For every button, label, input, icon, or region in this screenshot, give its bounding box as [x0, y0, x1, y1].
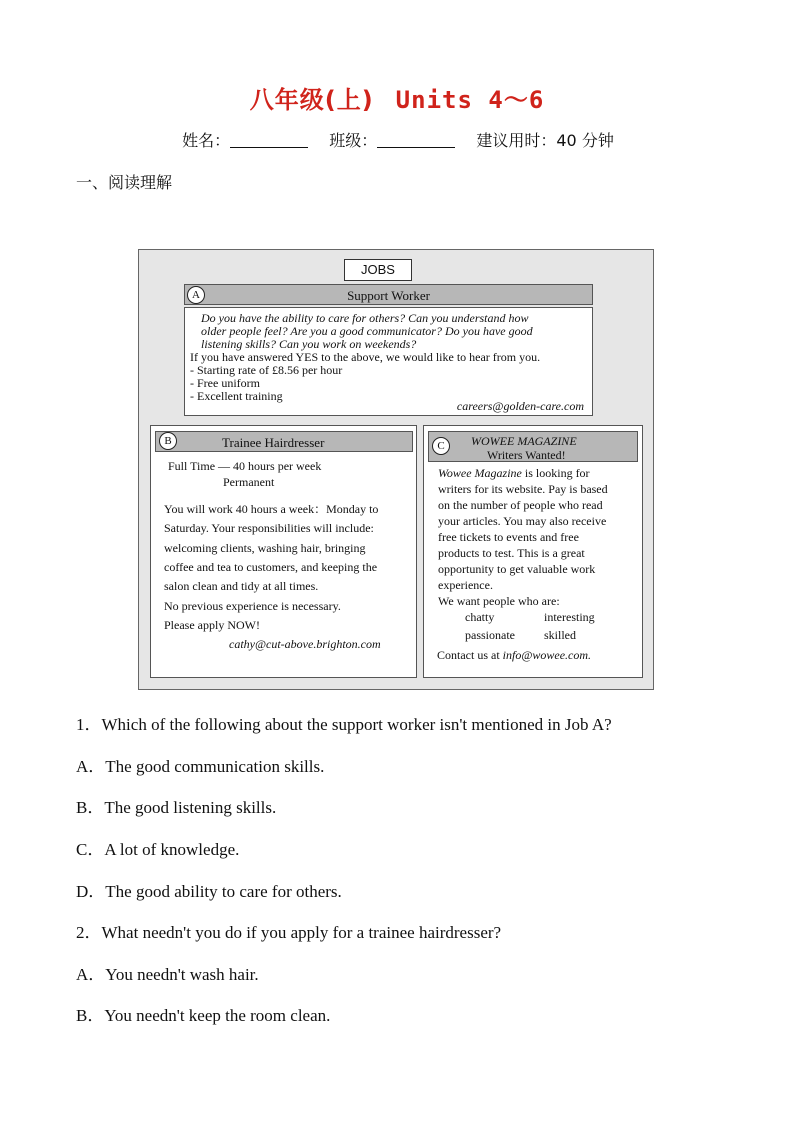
- ad-b-title-bar: [155, 431, 413, 452]
- ad-c-subtitle: Writers Wanted!: [487, 448, 566, 462]
- ad-b-line: coffee and tea to customers, and keeping the: [164, 560, 378, 574]
- ad-c-title: WOWEE MAGAZINE: [471, 434, 577, 448]
- ad-a-title: Support Worker: [347, 288, 430, 303]
- ad-b-email: cathy@cut-above.brighton.com: [229, 637, 381, 651]
- section-title: 一、阅读理解: [76, 173, 173, 192]
- question-1-option-d[interactable]: D．The good ability to care for others.: [76, 882, 342, 901]
- ad-c-first-rest: is looking for: [521, 466, 590, 480]
- ad-c-title-bar: [428, 431, 638, 462]
- question-1-option-c[interactable]: C．A lot of knowledge.: [76, 840, 240, 859]
- ad-a-line: Do you have the ability to care for others? Can you understand how: [201, 311, 529, 325]
- ad-a-line: - Free uniform: [190, 376, 260, 390]
- ad-c-line: free tickets to events and free: [438, 530, 579, 544]
- ad-c-line: writers for its website. Pay is based: [438, 482, 608, 496]
- ad-c-contact-email: info@wowee.com.: [502, 648, 592, 662]
- title-grade: 八年级(上): [249, 86, 374, 114]
- ad-c-line: on the number of people who read: [438, 498, 603, 512]
- ad-c-line: We want people who are:: [438, 594, 560, 608]
- ad-a-box: [184, 307, 593, 416]
- ad-c-contact: [437, 649, 591, 662]
- question-1-option-b[interactable]: B．The good listening skills.: [76, 798, 277, 817]
- ad-c-letter: C: [432, 437, 450, 455]
- ad-b-line: No previous experience is necessary.: [164, 599, 341, 613]
- ad-c-line: products to test. This is a great: [438, 546, 585, 560]
- ad-b-line: welcoming clients, washing hair, bringing: [164, 541, 366, 555]
- ad-a-line: - Excellent training: [190, 389, 283, 403]
- ad-c-line: opportunity to get valuable work: [438, 562, 596, 576]
- ad-c-contact-prefix: Contact us at: [437, 648, 503, 662]
- ad-c-box: [423, 425, 643, 678]
- ad-a-title-bar: [184, 284, 593, 305]
- ad-c-trait: chatty: [465, 610, 495, 624]
- ad-b-title: Trainee Hairdresser: [222, 435, 325, 450]
- ad-b-line: Please apply NOW!: [164, 618, 260, 632]
- ad-a-line: listening skills? Can you work on weekends?: [201, 337, 417, 351]
- student-info-line: [0, 128, 794, 151]
- ad-a-line: If you have answered YES to the above, we would like to hear from you.: [190, 350, 541, 364]
- job-ads-figure: [138, 249, 654, 690]
- ad-b-hours: Full Time — 40 hours per week: [168, 459, 322, 473]
- page-title: [0, 80, 794, 115]
- question-2-option-b[interactable]: B．You needn't keep the room clean.: [76, 1006, 331, 1025]
- ad-b-letter: B: [159, 432, 177, 450]
- ad-c-line: your articles. You may also receive: [438, 514, 607, 528]
- ad-a-line: - Starting rate of £8.56 per hour: [190, 363, 343, 377]
- ad-c-line: [438, 467, 590, 480]
- ad-c-trait: interesting: [544, 610, 595, 624]
- name-label: 姓名：: [182, 131, 231, 150]
- ad-b-line: salon clean and tidy at all times.: [164, 579, 319, 593]
- question-2: 2．What needn't you do if you apply for a trainee hairdresser?: [76, 923, 502, 942]
- ad-a-line: older people feel? Are you a good communicator? Do you have good: [201, 324, 533, 338]
- ad-c-mag-name: Wowee Magazine: [438, 466, 522, 480]
- class-blank[interactable]: [377, 133, 455, 148]
- ad-a-email: careers@golden-care.com: [456, 399, 584, 413]
- title-units: Units 4～6: [395, 86, 545, 114]
- ad-a-letter: A: [187, 286, 205, 304]
- ad-c-trait: passionate: [465, 628, 515, 642]
- ad-b-line: You will work 40 hours a week：Monday to: [164, 502, 379, 516]
- ad-b-permanent: Permanent: [223, 475, 275, 489]
- question-1-option-a[interactable]: A．The good communication skills.: [76, 757, 325, 776]
- question-2-option-a[interactable]: A．You needn't wash hair.: [76, 965, 259, 984]
- ad-c-trait: skilled: [544, 628, 576, 642]
- ad-b-line: Saturday. Your responsibilities will include:: [164, 521, 374, 535]
- ad-c-line: experience.: [438, 578, 493, 592]
- time-label: 建议用时：40 分钟: [476, 131, 614, 150]
- name-blank[interactable]: [230, 133, 308, 148]
- ad-b-box: [150, 425, 417, 678]
- question-1: 1．Which of the following about the support worker isn't mentioned in Job A?: [76, 715, 612, 734]
- class-label: 班级：: [329, 131, 378, 150]
- jobs-label: JOBS: [344, 259, 412, 281]
